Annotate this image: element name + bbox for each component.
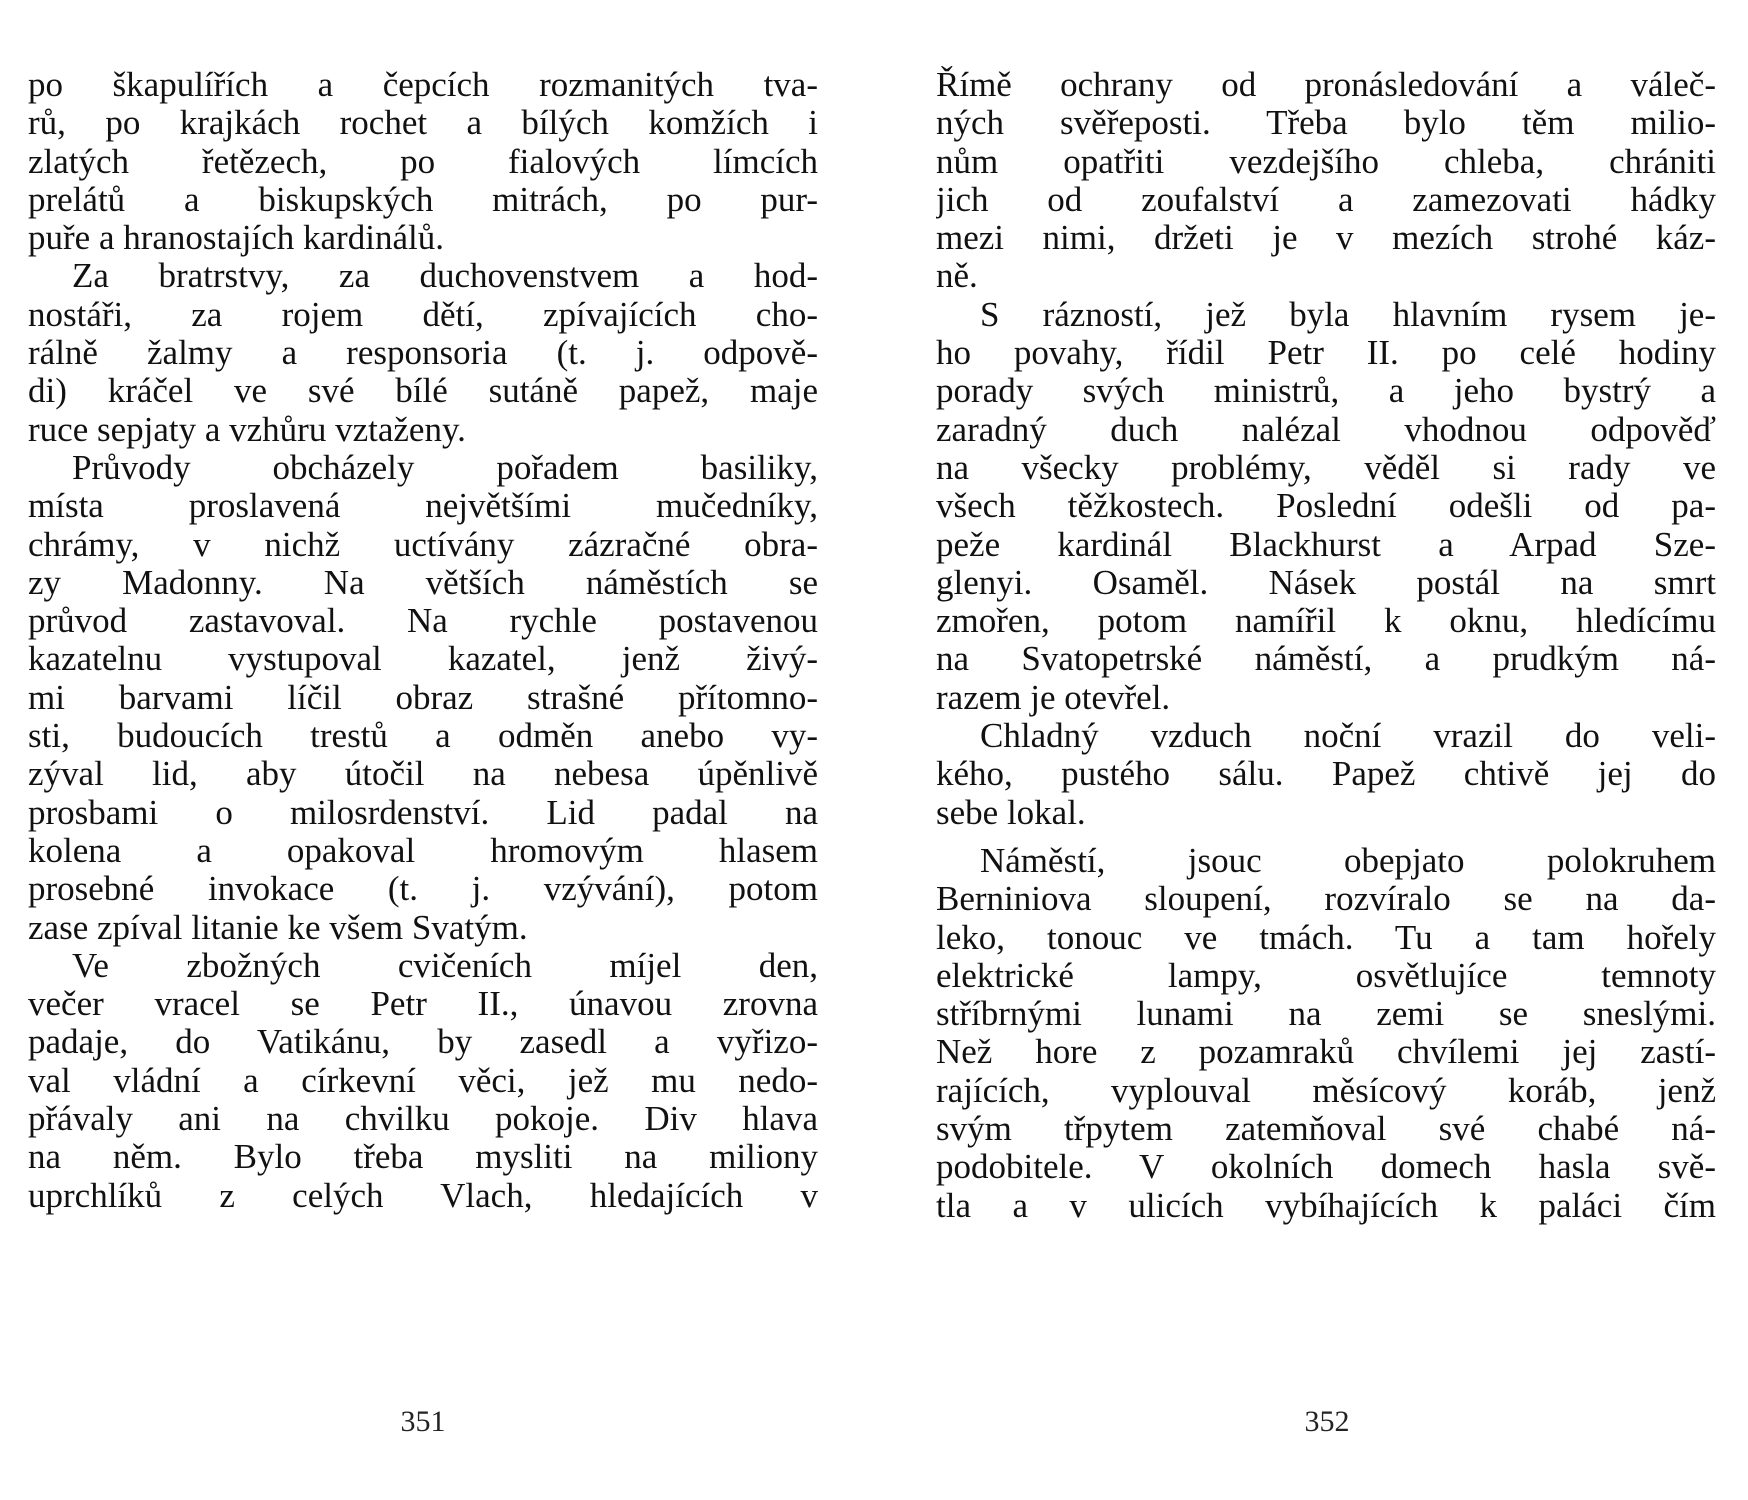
text-line: di) kráčel ve své bílé sutáně papež, maje (28, 372, 818, 411)
text-line: Za bratrstvy, za duchovenstvem a hod- (72, 257, 818, 296)
text-line: stříbrnými lunami na zemi se sneslými. (936, 995, 1716, 1034)
text-line: po škapulířích a čepcích rozmanitých tva- (28, 66, 818, 104)
text-line: rajících, vyplouval měsícový koráb, jenž (936, 1071, 1716, 1110)
text-line: porady svých ministrů, a jeho bystrý a (936, 372, 1716, 411)
text-line: prelátů a biskupských mitrách, po pur- (28, 180, 818, 219)
text-line: podobitele. V okolních domech hasla svě- (936, 1148, 1716, 1187)
text-line: peže kardinál Blackhurst a Arpad Sze- (936, 525, 1716, 564)
text-line: průvod zastavoval. Na rychle postavenou (28, 602, 818, 641)
text-line: jich od zoufalství a zamezovati hádky (936, 180, 1716, 219)
text-line: Ve zbožných cvičeních míjel den, (72, 946, 818, 985)
text-line: rálně žalmy a responsoria (t. j. odpově- (28, 334, 818, 373)
text-line: sebe lokal. (936, 793, 1086, 832)
text-line: nostáři, za rojem dětí, zpívajících cho- (28, 295, 818, 334)
right-page (936, 66, 1716, 1225)
paragraph-gap (936, 832, 1716, 842)
text-line: zýval lid, aby útočil na nebesa úpěnlivě (28, 755, 818, 794)
text-line: kolena a opakoval hromovým hlasem (28, 831, 818, 870)
text-line: Chladný vzduch noční vrazil do veli- (980, 717, 1716, 756)
text-line: Římě ochrany od pronásledování a váleč- (936, 66, 1716, 104)
text-line: tla a v ulicích vybíhajících k paláci čím (936, 1186, 1716, 1225)
text-line: glenyi. Osaměl. Násek postál na smrt (936, 563, 1716, 602)
text-line: zaradný duch nalézal vhodnou odpověď (936, 410, 1716, 449)
text-line: Průvody obcházely pořadem basiliky, (72, 448, 818, 487)
text-line: zy Madonny. Na větších náměstích se (28, 563, 818, 602)
text-line: prosbami o milosrdenství. Lid padal na (28, 793, 818, 832)
text-line: kého, pustého sálu. Papež chtivě jej do (936, 755, 1716, 794)
text-line: elektrické lampy, osvětlujíce temnoty (936, 956, 1716, 995)
text-line: zlatých řetězech, po fialových límcích (28, 142, 818, 181)
text-line: razem je otevřel. (936, 678, 1171, 717)
text-line: mi barvami líčil obraz strašné přítomno- (28, 678, 818, 717)
text-line: na Svatopetrské náměstí, a prudkým ná- (936, 640, 1716, 679)
text-line: prosebné invokace (t. j. vzývání), potom (28, 870, 818, 909)
page-number-right: 352 (1304, 1405, 1350, 1438)
text-line: všech těžkostech. Poslední odešli od pa- (936, 487, 1716, 526)
text-line: ruce sepjaty a vzhůru vztaženy. (28, 410, 466, 449)
text-line: přávaly ani na chvilku pokoje. Div hlava (28, 1100, 818, 1139)
text-line: ho povahy, řídil Petr II. po celé hodiny (936, 334, 1716, 373)
text-line: puře a hranostajích kardinálů. (28, 219, 444, 258)
text-line: zase zpíval litanie ke všem Svatým. (28, 908, 528, 947)
text-line: rů, po krajkách rochet a bílých komžích i (28, 104, 818, 143)
text-line: večer vracel se Petr II., únavou zrovna (28, 985, 818, 1024)
text-line: chrámy, v nichž uctívány zázračné obra- (28, 525, 818, 564)
text-line: S rázností, jež byla hlavním rysem je- (980, 295, 1716, 334)
text-line: na něm. Bylo třeba mysliti na miliony (28, 1138, 818, 1177)
text-line: uprchlíků z celých Vlach, hledajících v (28, 1176, 818, 1215)
text-line: na všecky problémy, věděl si rady ve (936, 448, 1716, 487)
text-line: ných svěřeposti. Třeba bylo těm milio- (936, 104, 1716, 143)
page-number-left: 351 (400, 1405, 446, 1438)
text-line: Berniniova sloupení, rozvíralo se na da- (936, 880, 1716, 919)
text-line: mezi nimi, držeti je v mezích strohé káz- (936, 219, 1716, 258)
text-line: svým třpytem zatemňoval své chabé ná- (936, 1110, 1716, 1149)
text-line: Než hore z pozamraků chvílemi jej zastí- (936, 1033, 1716, 1072)
text-line: zmořen, potom namířil k oknu, hledícímu (936, 602, 1716, 641)
text-line: val vládní a církevní věci, jež mu nedo- (28, 1061, 818, 1100)
text-line: kazatelnu vystupoval kazatel, jenž živý- (28, 640, 818, 679)
text-line: padaje, do Vatikánu, by zasedl a vyřizo- (28, 1023, 818, 1062)
text-line: leko, tonouc ve tmách. Tu a tam hořely (936, 918, 1716, 957)
text-line: Náměstí, jsouc obepjato polokruhem (980, 841, 1716, 880)
text-line: sti, budoucích trestů a odměn anebo vy- (28, 717, 818, 756)
left-page (28, 66, 818, 1215)
text-line: ně. (936, 257, 978, 296)
text-line: nům opatřiti vezdejšího chleba, chrániti (936, 142, 1716, 181)
text-line: místa proslavená největšími mučedníky, (28, 487, 818, 526)
